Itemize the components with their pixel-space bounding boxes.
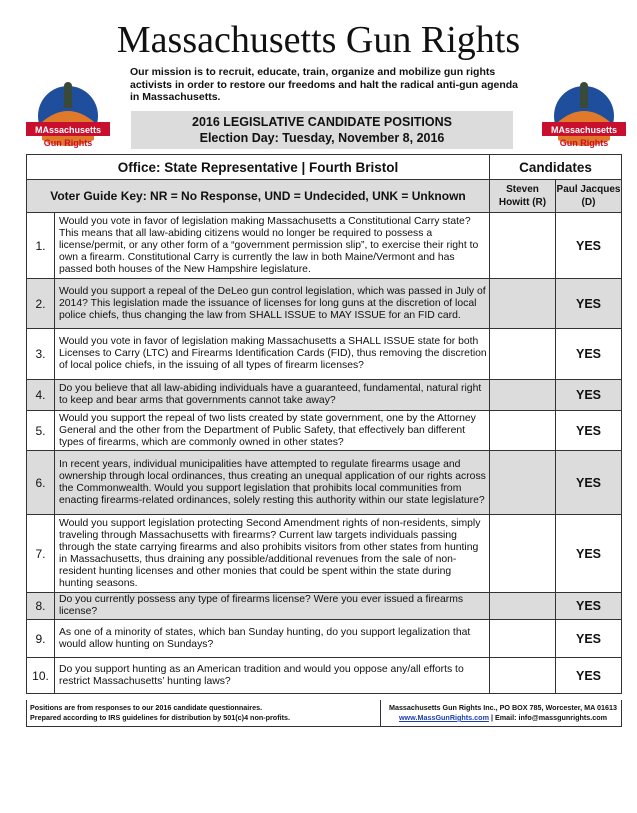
- candidate-1-answer: [490, 658, 556, 694]
- mgr-logo-left: [24, 80, 112, 152]
- question-number: 9.: [27, 620, 55, 658]
- question-text: As one of a minority of states, which ban Sunday hunting, do you support legalization that would allow hunting on Sundays?: [55, 620, 490, 658]
- table-row: [27, 279, 622, 329]
- footer-source-note: Positions are from responses to our 2016 candidate questionnaires.: [30, 703, 263, 712]
- question-number: 4.: [27, 380, 55, 411]
- question-text: Would you vote in favor of legislation making Massachusetts a SHALL ISSUE state for both Licenses to Carry (LTC) and Firearms Identification Cards (FID), thus removing the discretion of local police chiefs, in the issuing of all types of firearm licenses?: [55, 329, 490, 380]
- footer-web-email: [385, 713, 621, 723]
- page-title: Massachusetts Gun Rights: [116, 19, 521, 61]
- question-text: Do you believe that all law-abiding individuals have a guaranteed, fundamental, natural right to keep and bear arms that governments cannot take away?: [55, 380, 490, 411]
- footer-contact: [385, 703, 621, 723]
- candidate-2-answer: YES: [556, 620, 622, 658]
- table-row: [27, 380, 622, 411]
- question-text: Would you vote in favor of legislation making Massachusetts a Constitutional Carry state? This means that all law-abiding citizens would no longer be required to possess a license/permit, or any other form of a “government permission slip”, to exercise their right to own a firearm. Constitutional Carry is currently the law in both Maine/Vermont and has passed both houses of the New Hampshire legislature.: [55, 213, 490, 279]
- candidate-2-answer: YES: [556, 515, 622, 593]
- footer-irs-note: Prepared according to IRS guidelines for distribution by 501(c)4 non-profits.: [30, 713, 290, 722]
- election-banner: [131, 111, 513, 149]
- candidate-positions-table: [26, 154, 622, 694]
- voter-guide-key: Voter Guide Key: NR = No Response, UND = Undecided, UNK = Unknown: [27, 180, 490, 213]
- question-text: Do you support hunting as an American tradition and would you oppose any/all efforts to restrict Massachusetts’ hunting laws?: [55, 658, 490, 694]
- svg-text:MAssachusetts: MAssachusetts: [34, 125, 102, 135]
- website-link[interactable]: www.MassGunRights.com: [398, 713, 489, 722]
- question-number: 7.: [27, 515, 55, 593]
- question-number: 10.: [27, 658, 55, 694]
- candidate-1-answer: [490, 593, 556, 620]
- mission-statement: Our mission is to recruit, educate, train, organize and mobilize gun rights activists in order to restore our freedoms and halt the radical anti-gun agenda in Massachusetts.: [130, 66, 518, 103]
- question-number: 5.: [27, 411, 55, 451]
- footer-email: | Email: info@massgunrights.com: [488, 713, 608, 722]
- candidate-1-answer: [490, 279, 556, 329]
- question-number: 3.: [27, 329, 55, 380]
- question-text: Would you support legislation protecting Second Amendment rights of non-residents, simply traveling through Massachusetts with firearms? Current law targets individuals passing through the state carrying firearms and also prohibits visitors from other states from hunting in Massachusetts, thus draining any possible/additional revenues from the sale of non-resident hunting licenses and other monies that could be spent within the state during hunting seasons.: [55, 515, 490, 593]
- candidate-1-name: Steven Howitt (R): [490, 180, 556, 213]
- candidate-1-answer: [490, 515, 556, 593]
- table-row: [27, 620, 622, 658]
- table-row: [27, 658, 622, 694]
- candidate-2-answer: YES: [556, 213, 622, 279]
- candidate-2-answer: YES: [556, 411, 622, 451]
- candidate-2-answer: YES: [556, 593, 622, 620]
- question-number: 2.: [27, 279, 55, 329]
- candidate-1-answer: [490, 411, 556, 451]
- candidate-2-answer: YES: [556, 451, 622, 515]
- candidate-1-answer: [490, 329, 556, 380]
- candidates-header: Candidates: [490, 155, 622, 180]
- table-row: [27, 329, 622, 380]
- candidate-2-answer: YES: [556, 279, 622, 329]
- candidate-1-answer: [490, 380, 556, 411]
- table-row: [27, 213, 622, 279]
- election-day: Election Day: Tuesday, November 8, 2016: [199, 131, 445, 145]
- question-number: 1.: [27, 213, 55, 279]
- candidate-1-answer: [490, 451, 556, 515]
- svg-text:Gun Rights: Gun Rights: [43, 138, 93, 148]
- table-row: [27, 515, 622, 593]
- mgr-logo-right: [540, 80, 628, 152]
- svg-text:Gun Rights: Gun Rights: [559, 138, 609, 148]
- footer-disclaimer: [30, 703, 370, 723]
- question-number: 6.: [27, 451, 55, 515]
- table-row: [27, 451, 622, 515]
- table-row: [27, 593, 622, 620]
- candidate-2-answer: YES: [556, 380, 622, 411]
- question-text: In recent years, individual municipalities have attempted to regulate firearms usage and ownership through local ordinances, thus creating an unequal application of our rights across the Commonwealth. Would you support legislation that prohibits local communities from enacting firearms-related ordinances, solely resting this authority within our state legislature?: [55, 451, 490, 515]
- svg-text:MAssachusetts: MAssachusetts: [550, 125, 618, 135]
- question-number: 8.: [27, 593, 55, 620]
- candidate-1-answer: [490, 620, 556, 658]
- candidate-2-answer: YES: [556, 329, 622, 380]
- candidate-2-answer: YES: [556, 658, 622, 694]
- question-text: Would you support the repeal of two lists created by state government, one by the Attorney General and the other from the Department of Public Safety, that effectively ban different types of firearms, which are commonly owned in other states?: [55, 411, 490, 451]
- candidate-1-answer: [490, 213, 556, 279]
- question-text: Do you currently possess any type of firearms license? Were you ever issued a firearms license?: [55, 593, 490, 620]
- candidate-2-name: Paul Jacques (D): [556, 180, 622, 213]
- table-row: [27, 411, 622, 451]
- office-header: Office: State Representative | Fourth Bristol: [27, 155, 490, 180]
- footer-divider: [380, 700, 381, 726]
- footer-address: Massachusetts Gun Rights Inc., PO BOX 785, Worcester, MA 01613: [388, 703, 618, 712]
- question-text: Would you support a repeal of the DeLeo gun control legislation, which was passed in July of 2014? This legislation made the issuance of licenses for long guns at the discretion of local police chiefs, thus changing the law from SHALL ISSUE to MAY ISSUE for an FID card.: [55, 279, 490, 329]
- banner-title: 2016 LEGISLATIVE CANDIDATE POSITIONS: [192, 115, 452, 129]
